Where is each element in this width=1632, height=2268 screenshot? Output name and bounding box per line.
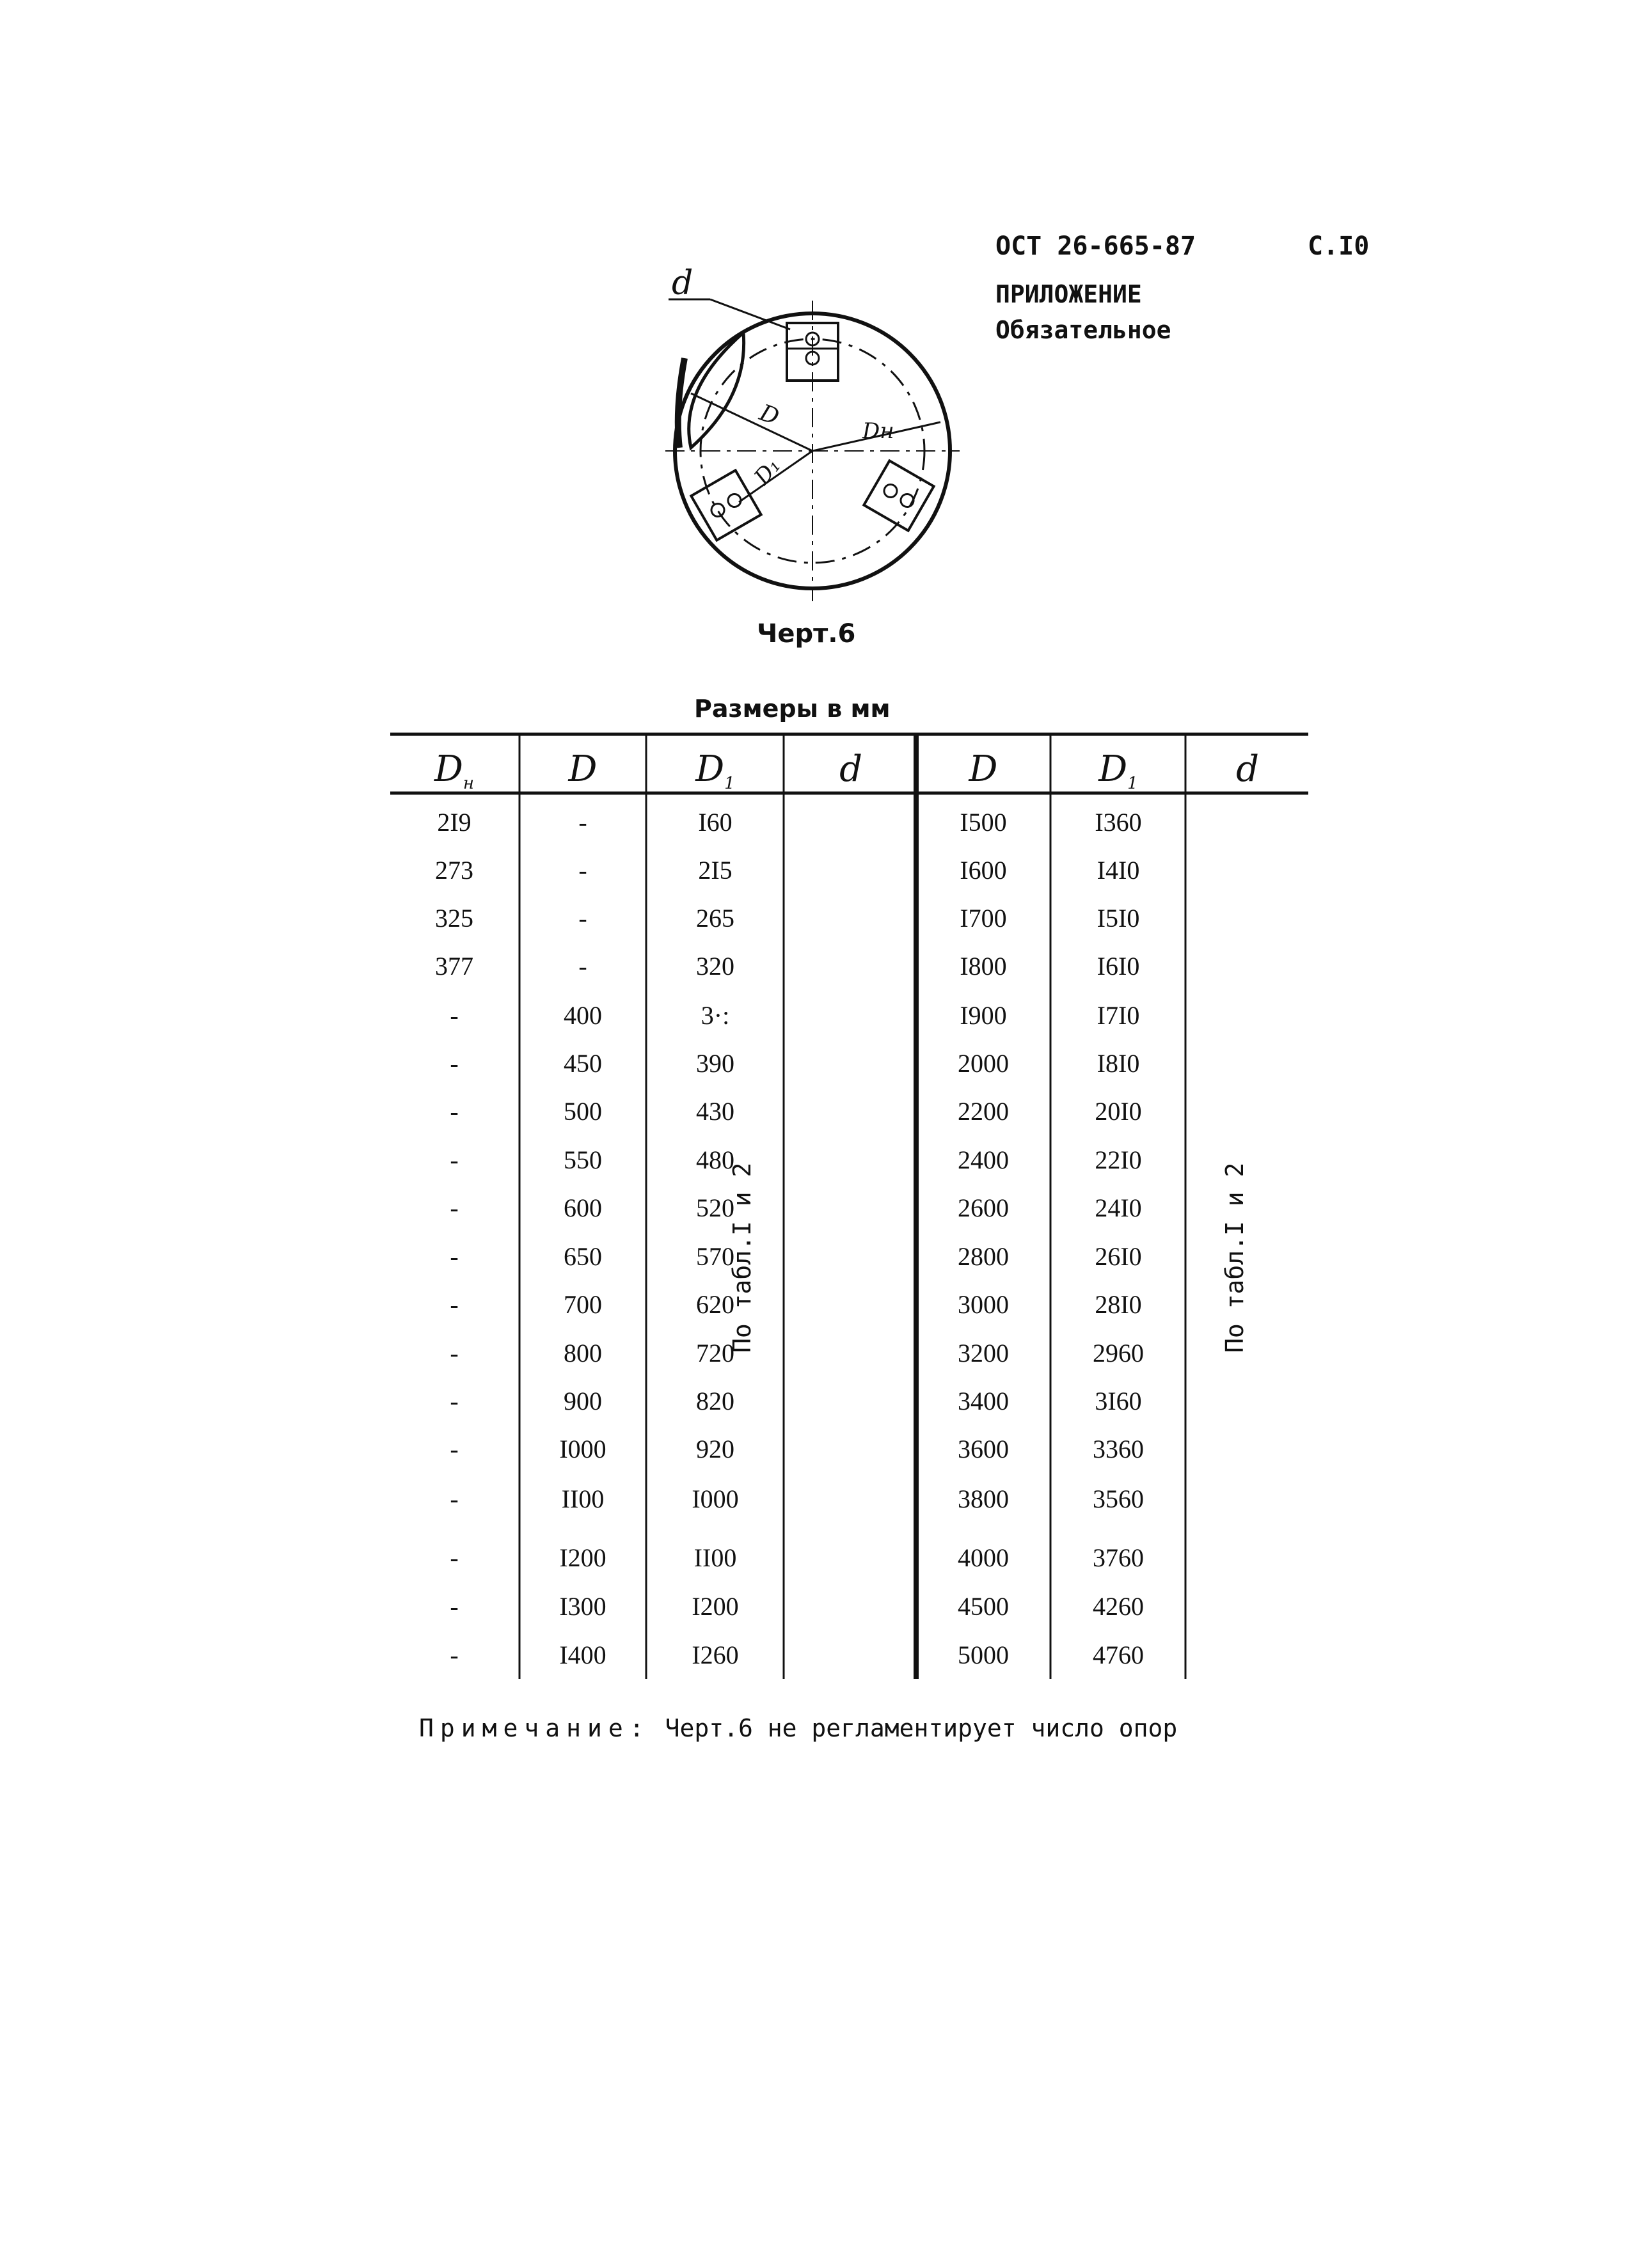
header-d1-right: $D_1$ — [1098, 748, 1138, 794]
table-cell-d12: 3360 — [1093, 1435, 1144, 1463]
table-cell-d12: 3760 — [1093, 1543, 1144, 1572]
label-Dn: Dн — [862, 418, 894, 444]
table-cell-d12: 3I60 — [1095, 1387, 1142, 1415]
table-cell-d: 600 — [564, 1193, 602, 1222]
table-cell-d: - — [578, 808, 587, 837]
support-right — [864, 461, 933, 530]
footnote — [419, 1714, 1177, 1742]
table-cell-d2: 2000 — [958, 1049, 1009, 1078]
merged-note-left: По табл.I и 2 — [728, 1162, 756, 1353]
table-cell-d: 650 — [564, 1242, 602, 1271]
table-cell-d1: I000 — [692, 1484, 739, 1513]
table-cell-d2: I600 — [960, 856, 1007, 885]
appendix-title: ПРИЛОЖЕНИЕ — [995, 280, 1142, 308]
table-cell-d: - — [578, 904, 587, 933]
header-d-left: D — [568, 748, 598, 790]
table-cell-dn: - — [450, 1339, 459, 1367]
table-cell-d: I000 — [559, 1435, 606, 1463]
table-grid — [390, 734, 1308, 1679]
table-cell-d12: 22I0 — [1095, 1146, 1142, 1174]
table-cell-dn: - — [450, 1387, 459, 1415]
table-cell-d: - — [578, 952, 587, 980]
table-cell-d12: I8I0 — [1097, 1049, 1140, 1078]
table-cell-d2: I800 — [960, 952, 1007, 980]
header-d1-left: $D_1$ — [695, 748, 735, 794]
label-D: D — [756, 399, 783, 431]
table-cell-d1: 480 — [696, 1146, 734, 1174]
table-units: Размеры в мм — [694, 695, 891, 723]
table-cell-d12: I5I0 — [1097, 904, 1140, 933]
table-cell-dn: - — [450, 1592, 459, 1621]
table-cell-d12: I7I0 — [1097, 1001, 1140, 1030]
d-leader — [710, 299, 790, 329]
table-cell-d12: 28I0 — [1095, 1290, 1142, 1319]
table-cell-d1: 2I5 — [698, 856, 733, 885]
header-small-d-left: d — [839, 748, 862, 790]
table-cell-d2: I900 — [960, 1001, 1007, 1030]
table-cell-dn: - — [450, 1049, 459, 1078]
table-cell-dn: 377 — [435, 952, 473, 980]
table-cell-d1: 430 — [696, 1097, 734, 1126]
table-cell-dn: - — [450, 1484, 459, 1513]
table-cell-dn: - — [450, 1001, 459, 1030]
table-cell-dn: - — [450, 1543, 459, 1572]
table-cell-d: 450 — [564, 1049, 602, 1078]
merged-note-right: По табл.I и 2 — [1221, 1162, 1249, 1353]
table-cell-d1: I200 — [692, 1592, 739, 1621]
table-cell-dn: - — [450, 1290, 459, 1319]
table-cell-d12: 20I0 — [1095, 1097, 1142, 1126]
table-cell-d12: I360 — [1095, 808, 1142, 837]
table-cell-dn: - — [450, 1641, 459, 1669]
table-cell-d2: 2600 — [958, 1193, 1009, 1222]
table-cell-d1: 3·: — [701, 1001, 730, 1030]
table-cell-d12: I4I0 — [1097, 856, 1140, 885]
table-cell-d1: II00 — [693, 1543, 737, 1572]
footnote-label: Примечание: — [419, 1714, 651, 1742]
table-cell-d2: 2400 — [958, 1146, 1009, 1174]
table-cell-dn: 273 — [435, 856, 473, 885]
table-cell-d12: I6I0 — [1097, 952, 1140, 980]
table-cell-dn: - — [450, 1435, 459, 1463]
table-cell-d: 700 — [564, 1290, 602, 1319]
table-cell-d2: 3400 — [958, 1387, 1009, 1415]
table-cell-d2: I500 — [960, 808, 1007, 837]
document-code: ОСТ 26-665-87 — [995, 232, 1196, 261]
table-cell-d2: 4000 — [958, 1543, 1009, 1572]
table-cell-d: 400 — [564, 1001, 602, 1030]
table-cell-d: 500 — [564, 1097, 602, 1126]
table-cell-d1: 820 — [696, 1387, 734, 1415]
header-d-right: D — [969, 748, 998, 790]
table-cell-d: 550 — [564, 1146, 602, 1174]
table-cell-d2: 3000 — [958, 1290, 1009, 1319]
table-cell-d: I300 — [559, 1592, 606, 1621]
table-cell-d12: 2960 — [1093, 1339, 1144, 1367]
table-cell-d1: 520 — [696, 1193, 734, 1222]
appendix-type: Обязательное — [995, 316, 1171, 344]
table-cell-d2: 3600 — [958, 1435, 1009, 1463]
figure-caption: Черт.6 — [757, 619, 856, 649]
table-cell-dn: 2I9 — [437, 808, 471, 837]
table-cell-d: II00 — [561, 1484, 605, 1513]
vessel-bottom-drawing — [665, 299, 960, 601]
table-cell-d12: 26I0 — [1095, 1242, 1142, 1271]
table-cell-dn: - — [450, 1242, 459, 1271]
radius-d-line — [691, 393, 812, 451]
table-cell-d1: I60 — [698, 808, 733, 837]
table-cell-d: 800 — [564, 1339, 602, 1367]
table-cell-d2: 3200 — [958, 1339, 1009, 1367]
table-cell-d: I200 — [559, 1543, 606, 1572]
table-cell-d2: 3800 — [958, 1484, 1009, 1513]
table-cell-d: - — [578, 856, 587, 885]
table-cell-d12: 4260 — [1093, 1592, 1144, 1621]
table-cell-dn: - — [450, 1097, 459, 1126]
table-cell-d12: 24I0 — [1095, 1193, 1142, 1222]
table-cell-d1: 265 — [696, 904, 734, 933]
table-cell-d1: 320 — [696, 952, 734, 980]
table-cell-d2: 5000 — [958, 1641, 1009, 1669]
table-cell-d2: I700 — [960, 904, 1007, 933]
cutaway-arc — [689, 333, 744, 448]
footnote-text: Черт.6 не регламентирует число опор — [665, 1714, 1178, 1742]
header-small-d-right: d — [1236, 748, 1259, 790]
table-cell-d1: I260 — [692, 1641, 739, 1669]
table-cell-d1: 720 — [696, 1339, 734, 1367]
table-cell-d: I400 — [559, 1641, 606, 1669]
table-cell-dn: - — [450, 1193, 459, 1222]
table-cell-d2: 2800 — [958, 1242, 1009, 1271]
table-cell-d12: 3560 — [1093, 1484, 1144, 1513]
table-cell-dn: 325 — [435, 904, 473, 933]
table-cell-dn: - — [450, 1146, 459, 1174]
table-cell-d1: 620 — [696, 1290, 734, 1319]
label-d: d — [672, 264, 693, 303]
table-cell-d1: 570 — [696, 1242, 734, 1271]
table-cell-d1: 390 — [696, 1049, 734, 1078]
page-number: С.I0 — [1308, 232, 1370, 261]
table-cell-d: 900 — [564, 1387, 602, 1415]
table-cell-d1: 920 — [696, 1435, 734, 1463]
table-cell-d2: 4500 — [958, 1592, 1009, 1621]
table-cell-d2: 2200 — [958, 1097, 1009, 1126]
label-D1: D₁ — [749, 453, 786, 490]
table-cell-d12: 4760 — [1093, 1641, 1144, 1669]
header-dn: $D_н$ — [434, 748, 475, 794]
